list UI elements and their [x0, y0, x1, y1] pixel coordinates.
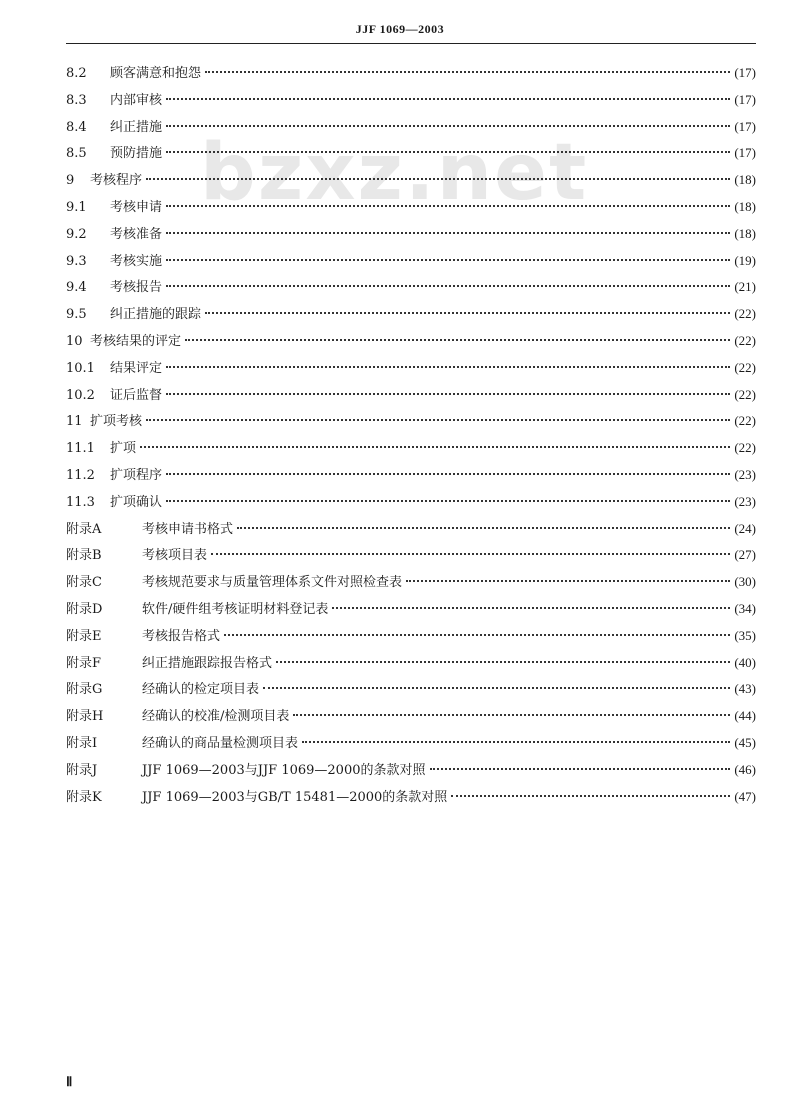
toc-entry-number: 9.3: [66, 253, 87, 269]
toc-dot-leader: [332, 607, 730, 609]
toc-entry-page: (45): [734, 734, 756, 750]
toc-entry: [66, 274, 756, 301]
toc-entry-number: 10: [66, 333, 83, 349]
toc-entry: [66, 435, 756, 462]
toc-entry-page: (18): [734, 172, 756, 188]
toc-entry-page: (22): [734, 440, 756, 456]
toc-entry-number: 附录A: [66, 521, 102, 537]
toc-entry-page: (34): [734, 600, 756, 616]
toc-entry-number: 附录K: [66, 789, 102, 805]
toc-entry-title: 扩项确认: [110, 494, 163, 510]
page-number: Ⅱ: [66, 1074, 73, 1089]
toc-dot-leader: [406, 580, 730, 582]
toc-entry-title: 经确认的检定项目表: [142, 682, 260, 698]
toc-entry: [66, 516, 756, 543]
toc-entry-number: 9.2: [66, 226, 87, 242]
toc-entry: [66, 382, 756, 409]
toc-dot-leader: [166, 285, 730, 287]
toc-entry-title: 考核结果的评定: [90, 333, 182, 349]
toc-entry: [66, 462, 756, 489]
toc-entry-title: 经确认的商品量检测项目表: [142, 735, 299, 751]
toc-dot-leader: [166, 393, 730, 395]
toc-entry: [66, 408, 756, 435]
toc-entry: [66, 60, 756, 87]
toc-dot-leader: [263, 687, 730, 689]
toc-entry-page: (44): [734, 708, 756, 724]
toc-dot-leader: [205, 71, 730, 73]
toc-entry: [66, 596, 756, 623]
toc-entry-title: 考核实施: [110, 253, 163, 269]
toc-entry: [66, 248, 756, 275]
toc-entry-page: (23): [734, 466, 756, 482]
toc-dot-leader: [205, 312, 730, 314]
toc-entry-number: 11.2: [66, 467, 95, 483]
toc-entry-title: 考核规范要求与质量管理体系文件对照检查表: [142, 575, 403, 591]
toc-entry-number: 附录G: [66, 682, 103, 698]
toc-entry: [66, 623, 756, 650]
toc-dot-leader: [140, 446, 730, 448]
toc-entry: [66, 194, 756, 221]
toc-entry: [66, 542, 756, 569]
toc-entry-number: 附录E: [66, 628, 102, 644]
toc-entry: [66, 569, 756, 596]
toc-entry-number: 9: [66, 173, 75, 189]
toc-dot-leader: [237, 527, 730, 529]
toc-entry-page: (22): [734, 413, 756, 429]
toc-entry-page: (30): [734, 574, 756, 590]
toc-dot-leader: [211, 553, 730, 555]
toc-entry-page: (46): [734, 761, 756, 777]
toc-entry-title: JJF 1069—2003与GB/T 15481—2000的条款对照: [142, 789, 448, 805]
toc-entry-number: 11: [66, 414, 83, 430]
toc-entry-page: (23): [734, 493, 756, 509]
toc-entry-title: 经确认的校准/检测项目表: [142, 709, 290, 725]
toc-entry-page: (17): [734, 118, 756, 134]
toc-entry: [66, 784, 756, 811]
toc-entry: [66, 757, 756, 784]
toc-entry-title: 内部审核: [110, 92, 163, 108]
toc-entry-number: 附录B: [66, 548, 102, 564]
toc-entry-number: 附录F: [66, 655, 102, 671]
watermark: bzxz.net: [200, 128, 589, 218]
toc-entry: [66, 87, 756, 114]
toc-entry-title: 结果评定: [110, 360, 163, 376]
toc-entry-page: (18): [734, 225, 756, 241]
toc-entry: [66, 676, 756, 703]
toc-entry-title: 纠正措施: [110, 119, 163, 135]
toc-entry: [66, 355, 756, 382]
toc-entry-number: 11.3: [66, 494, 95, 510]
toc-entry: [66, 489, 756, 516]
toc-entry-page: (19): [734, 252, 756, 268]
toc-entry-page: (22): [734, 359, 756, 375]
toc-dot-leader: [166, 205, 730, 207]
toc-entry: [66, 730, 756, 757]
toc-dot-leader: [146, 178, 730, 180]
toc-entry: [66, 328, 756, 355]
toc-entry-page: (17): [734, 91, 756, 107]
toc-entry-title: 预防措施: [110, 146, 163, 162]
toc-entry-page: (22): [734, 386, 756, 402]
toc-entry: [66, 114, 756, 141]
toc-entry-number: 附录C: [66, 575, 102, 591]
toc-dot-leader: [451, 795, 730, 797]
toc-entry-page: (35): [734, 627, 756, 643]
toc-entry-number: 8.3: [66, 92, 87, 108]
toc-dot-leader: [430, 768, 731, 770]
toc-entry-title: 证后监督: [110, 387, 163, 403]
toc-entry-page: (17): [734, 65, 756, 80]
toc-entry-title: 考核报告格式: [142, 628, 221, 644]
toc-entry-page: (22): [734, 306, 756, 322]
table-of-contents: [66, 60, 756, 810]
toc-entry-title: 纠正措施的跟踪: [110, 307, 202, 323]
toc-dot-leader: [302, 741, 730, 743]
toc-entry-number: 附录J: [66, 762, 98, 778]
toc-entry-title: 纠正措施跟踪报告格式: [142, 655, 273, 671]
toc-entry-number: 附录H: [66, 709, 104, 725]
toc-entry-number: 8.4: [66, 119, 87, 135]
toc-dot-leader: [293, 714, 730, 716]
toc-entry-title: 考核项目表: [142, 548, 208, 564]
toc-entry-title: 考核程序: [90, 173, 143, 189]
toc-entry-number: 8.2: [66, 66, 87, 81]
page-header-title: JJF 1069—2003: [355, 22, 445, 36]
toc-entry-number: 附录I: [66, 735, 98, 751]
header-rule: [66, 43, 756, 44]
toc-entry-page: (47): [734, 788, 756, 804]
toc-entry-number: 附录D: [66, 601, 103, 617]
toc-dot-leader: [185, 339, 730, 341]
toc-entry: [66, 221, 756, 248]
toc-dot-leader: [276, 661, 730, 663]
toc-entry-page: (24): [734, 520, 756, 536]
toc-entry-number: 9.5: [66, 307, 87, 323]
toc-entry-number: 9.4: [66, 280, 87, 296]
toc-dot-leader: [166, 98, 730, 100]
toc-entry-title: 软件/硬件组考核证明材料登记表: [142, 601, 329, 617]
toc-dot-leader: [166, 500, 730, 502]
toc-entry-page: (17): [734, 145, 756, 161]
toc-entry-page: (18): [734, 198, 756, 214]
toc-entry-number: 8.5: [66, 146, 87, 162]
toc-dot-leader: [166, 366, 730, 368]
toc-entry-title: 考核申请书格式: [142, 521, 234, 537]
toc-dot-leader: [166, 151, 730, 153]
toc-entry: [66, 167, 756, 194]
toc-entry-page: (21): [734, 279, 756, 295]
toc-entry-page: (43): [734, 681, 756, 697]
toc-dot-leader: [166, 259, 730, 261]
toc-entry-title: 考核报告: [110, 280, 163, 296]
toc-entry-number: 10.1: [66, 360, 95, 376]
toc-dot-leader: [166, 125, 730, 127]
toc-entry-title: JJF 1069—2003与JJF 1069—2000的条款对照: [142, 762, 426, 778]
toc-entry-number: 10.2: [66, 387, 95, 403]
toc-entry-title: 扩项: [110, 441, 137, 457]
toc-entry-title: 顾客满意和抱怨: [110, 66, 202, 81]
toc-entry-page: (40): [734, 654, 756, 670]
toc-dot-leader: [224, 634, 730, 636]
toc-entry-number: 11.1: [66, 441, 95, 457]
toc-entry-page: (27): [734, 547, 756, 563]
toc-entry-title: 扩项考核: [90, 414, 143, 430]
toc-entry: [66, 703, 756, 730]
toc-entry-number: 9.1: [66, 199, 87, 215]
toc-dot-leader: [166, 473, 730, 475]
toc-entry-title: 考核准备: [110, 226, 163, 242]
toc-dot-leader: [166, 232, 730, 234]
toc-entry: [66, 140, 756, 167]
toc-entry: [66, 650, 756, 677]
toc-entry: [66, 301, 756, 328]
toc-entry-page: (22): [734, 332, 756, 348]
toc-dot-leader: [146, 419, 730, 421]
toc-entry-title: 考核申请: [110, 199, 163, 215]
toc-entry-title: 扩项程序: [110, 467, 163, 483]
